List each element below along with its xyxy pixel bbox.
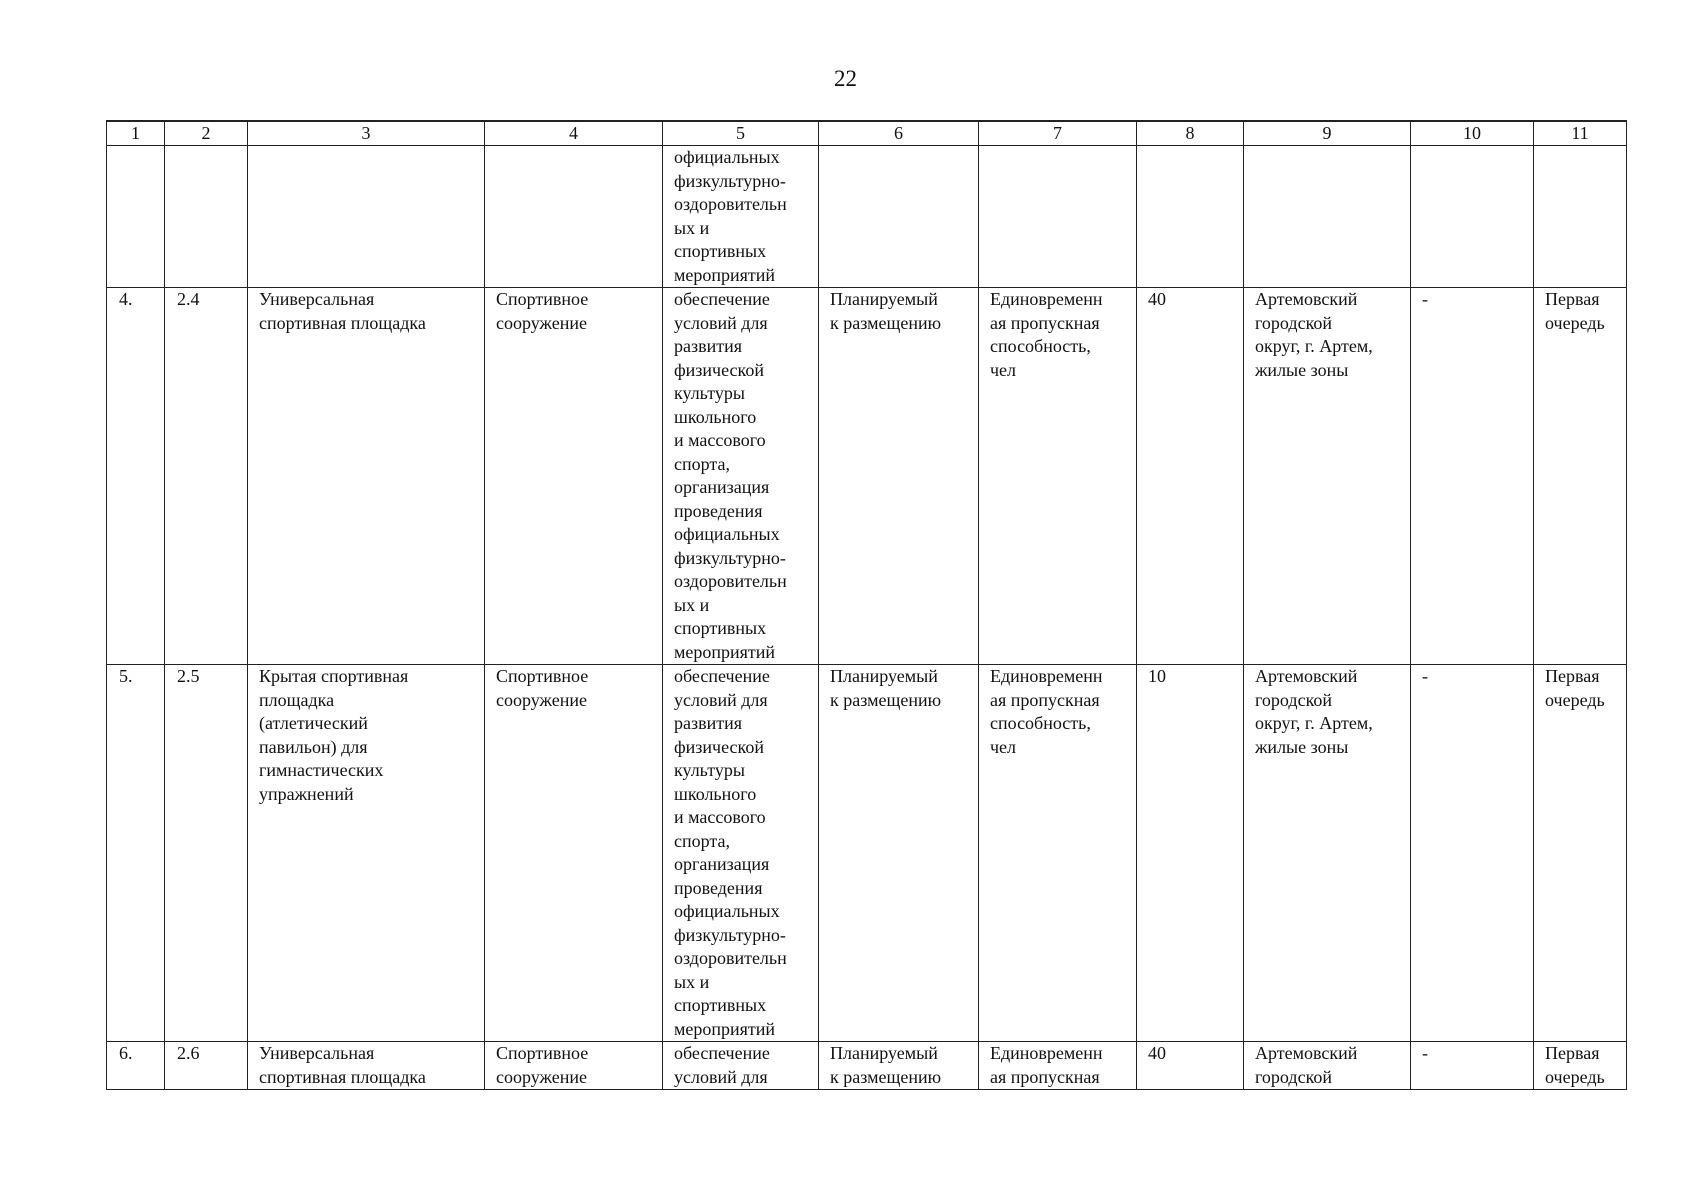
cell-text: Первая очередь: [1545, 289, 1605, 333]
column-header-3: 3: [248, 121, 485, 146]
characteristic-cell: [979, 288, 1137, 665]
cell-text: обеспечение условий для развития физической культуры школьного и массового спорта, организация проведения официальных физкультурно- оздоровительн ых и спортивных мероприятий: [674, 289, 787, 662]
cell-text: Спортивное сооружение: [496, 666, 589, 710]
purpose-cell: [663, 665, 819, 1042]
cell-text: Единовременн ая пропускная способность, чел: [990, 666, 1103, 757]
table-row: [107, 288, 1627, 665]
table-cell: [107, 146, 165, 288]
purpose-cell: [663, 288, 819, 665]
cell-text: 2.4: [177, 289, 200, 309]
status-cell: [819, 665, 979, 1042]
page-number: 22: [834, 66, 857, 91]
stage-cell: [1534, 1042, 1627, 1090]
table-cell: [248, 146, 485, 288]
cell-text: 10: [1148, 666, 1166, 686]
location-cell: [1244, 288, 1411, 665]
cell-text: Планируемый к размещению: [830, 289, 942, 333]
table-cell: [979, 146, 1137, 288]
location-cell: [1244, 665, 1411, 1042]
zone-cell: [1411, 288, 1534, 665]
column-header-10: 10: [1411, 121, 1534, 146]
object-type-cell: [485, 1042, 663, 1090]
table-cell: [819, 146, 979, 288]
cell-text: Крытая спортивная площадка (атлетический павильон) для гимнастических упражнений: [259, 666, 409, 804]
cell-text: обеспечение условий для развития физической культуры школьного и массового спорта, организация проведения официальных физкультурно- оздоровительн ых и спортивных мероприятий: [674, 666, 787, 1039]
column-header-7: 7: [979, 121, 1137, 146]
row-number-cell: [107, 665, 165, 1042]
object-type-cell: [485, 665, 663, 1042]
cell-text: 40: [1148, 1043, 1166, 1063]
table-cell: [485, 146, 663, 288]
characteristic-cell: [979, 665, 1137, 1042]
column-header-1: 1: [107, 121, 165, 146]
object-name-cell: [248, 665, 485, 1042]
value-cell: [1137, 1042, 1244, 1090]
cell-text: Спортивное сооружение: [496, 1043, 589, 1087]
table-cell: [1244, 146, 1411, 288]
cell-text: обеспечение условий для: [674, 1043, 770, 1087]
cell-text: -: [1422, 289, 1428, 309]
cell-text: Первая очередь: [1545, 1043, 1605, 1087]
status-cell: [819, 1042, 979, 1090]
data-table: [106, 120, 1627, 1090]
column-header-2: 2: [165, 121, 248, 146]
object-name-cell: [248, 288, 485, 665]
location-cell: [1244, 1042, 1411, 1090]
header-row: [107, 121, 1627, 146]
table-cell: [1137, 146, 1244, 288]
column-header-6: 6: [819, 121, 979, 146]
row-number-cell: [107, 288, 165, 665]
table-cell: [1534, 146, 1627, 288]
cell-text: Артемовский городской округ, г. Артем, жилые зоны: [1255, 289, 1373, 380]
cell-text: Единовременн ая пропускная способность, чел: [990, 289, 1103, 380]
table-cell: [165, 146, 248, 288]
row-number-cell: [107, 1042, 165, 1090]
characteristic-cell: [979, 1042, 1137, 1090]
cell-text: 2.5: [177, 666, 200, 686]
cell-text: 5.: [119, 666, 133, 686]
cell-text: Первая очередь: [1545, 666, 1605, 710]
cell-text: -: [1422, 1043, 1428, 1063]
cell-text: 6.: [119, 1043, 133, 1063]
table-container: [104, 118, 1630, 1092]
cell-text: Универсальная спортивная площадка: [259, 289, 426, 333]
object-name-cell: [248, 1042, 485, 1090]
purpose-cell: [663, 1042, 819, 1090]
status-cell: [819, 288, 979, 665]
item-code-cell: [165, 1042, 248, 1090]
column-header-4: 4: [485, 121, 663, 146]
table-cell: [663, 146, 819, 288]
cell-text: Планируемый к размещению: [830, 666, 942, 710]
column-header-11: 11: [1534, 121, 1627, 146]
table-row: [107, 1042, 1627, 1090]
stage-cell: [1534, 288, 1627, 665]
cell-text: Универсальная спортивная площадка: [259, 1043, 426, 1087]
column-header-9: 9: [1244, 121, 1411, 146]
zone-cell: [1411, 665, 1534, 1042]
column-header-8: 8: [1137, 121, 1244, 146]
item-code-cell: [165, 288, 248, 665]
item-code-cell: [165, 665, 248, 1042]
table-cell: [1411, 146, 1534, 288]
object-type-cell: [485, 288, 663, 665]
cell-text: 4.: [119, 289, 133, 309]
table-row: [107, 146, 1627, 288]
column-header-5: 5: [663, 121, 819, 146]
cell-text: Спортивное сооружение: [496, 289, 589, 333]
value-cell: [1137, 288, 1244, 665]
table-row: [107, 665, 1627, 1042]
cell-text: -: [1422, 666, 1428, 686]
cell-text: официальных физкультурно- оздоровительн ых и спортивных мероприятий: [674, 147, 787, 285]
cell-text: Артемовский городской: [1255, 1043, 1358, 1087]
zone-cell: [1411, 1042, 1534, 1090]
cell-text: 40: [1148, 289, 1166, 309]
cell-text: Артемовский городской округ, г. Артем, жилые зоны: [1255, 666, 1373, 757]
cell-text: Единовременн ая пропускная: [990, 1043, 1103, 1087]
stage-cell: [1534, 665, 1627, 1042]
cell-text: 2.6: [177, 1043, 200, 1063]
cell-text: Планируемый к размещению: [830, 1043, 942, 1087]
value-cell: [1137, 665, 1244, 1042]
